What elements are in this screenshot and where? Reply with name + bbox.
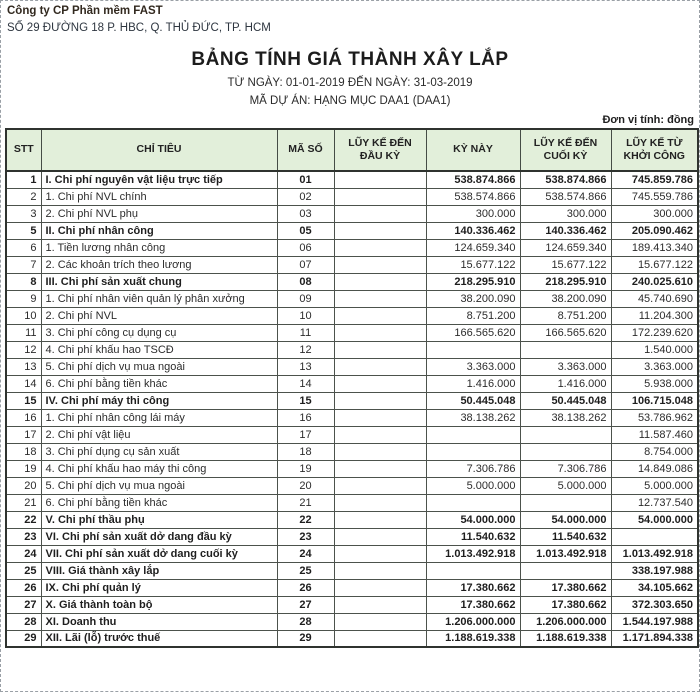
cell-period: 166.565.620 [426,324,520,341]
cell-label: 2. Chi phí NVL phụ [41,205,277,222]
table-row [6,630,698,647]
cell-since-start: 205.090.462 [611,222,698,239]
cell-since-start: 14.849.086 [611,460,698,477]
report-project-code: MÃ DỰ ÁN: HẠNG MỤC DAA1 (DAA1) [249,95,451,107]
table-row [6,392,698,409]
cell-opening [334,324,426,341]
cell-period: 1.188.619.338 [426,630,520,647]
cell-code: 29 [277,630,334,647]
cell-opening [334,426,426,443]
cell-label: 2. Các khoản trích theo lương [41,256,277,273]
cell-stt: 18 [6,443,41,460]
cell-code: 28 [277,613,334,630]
cell-code: 08 [277,273,334,290]
table-row [6,324,698,341]
cell-stt: 19 [6,460,41,477]
cell-closing: 17.380.662 [520,579,611,596]
cell-opening [334,409,426,426]
column-header-chi-tieu: CHỈ TIÊU [41,129,277,171]
cell-code: 17 [277,426,334,443]
table-row [6,494,698,511]
cell-stt: 11 [6,324,41,341]
cell-code: 03 [277,205,334,222]
cell-label: 3. Chi phí công cụ dụng cụ [41,324,277,341]
cell-stt: 23 [6,528,41,545]
cell-closing: 1.188.619.338 [520,630,611,647]
cell-period [426,426,520,443]
cell-closing: 38.200.090 [520,290,611,307]
cell-stt: 27 [6,596,41,613]
cell-since-start: 11.204.300 [611,307,698,324]
cell-closing: 1.416.000 [520,375,611,392]
cell-closing: 124.659.340 [520,239,611,256]
cell-code: 19 [277,460,334,477]
cell-closing: 300.000 [520,205,611,222]
cell-closing: 8.751.200 [520,307,611,324]
cell-stt: 17 [6,426,41,443]
table-row [6,460,698,477]
cell-label: 1. Chi phí NVL chính [41,188,277,205]
cell-period: 17.380.662 [426,596,520,613]
cell-since-start: 338.197.988 [611,562,698,579]
cell-closing [520,341,611,358]
cell-label: 2. Chi phí NVL [41,307,277,324]
cell-period: 1.416.000 [426,375,520,392]
cell-since-start: 8.754.000 [611,443,698,460]
cell-since-start: 240.025.610 [611,273,698,290]
cell-stt: 24 [6,545,41,562]
cell-label: 2. Chi phí vật liệu [41,426,277,443]
cell-period: 15.677.122 [426,256,520,273]
cell-period: 300.000 [426,205,520,222]
company-address: SỐ 29 ĐƯỜNG 18 P. HBC, Q. THỦ ĐỨC, TP. HCM [7,22,271,34]
cell-code: 12 [277,341,334,358]
table-row [6,256,698,273]
cell-label: VIII. Giá thành xây lắp [41,562,277,579]
cell-code: 20 [277,477,334,494]
cell-closing: 218.295.910 [520,273,611,290]
table-row [6,477,698,494]
cell-opening [334,613,426,630]
cell-period: 38.138.262 [426,409,520,426]
cell-opening [334,205,426,222]
cell-opening [334,341,426,358]
column-header-stt: STT [6,129,41,171]
cell-opening [334,239,426,256]
cell-opening [334,579,426,596]
cell-stt: 26 [6,579,41,596]
cell-stt: 2 [6,188,41,205]
cost-table [5,128,699,648]
cell-since-start: 300.000 [611,205,698,222]
cell-code: 02 [277,188,334,205]
cell-opening [334,460,426,477]
cell-opening [334,375,426,392]
cell-period: 538.574.866 [426,188,520,205]
cell-since-start: 54.000.000 [611,511,698,528]
cell-closing: 538.574.866 [520,188,611,205]
cell-since-start: 745.859.786 [611,171,698,188]
table-row [6,375,698,392]
table-row [6,290,698,307]
table-row [6,409,698,426]
cell-code: 06 [277,239,334,256]
cell-code: 27 [277,596,334,613]
cell-period: 17.380.662 [426,579,520,596]
cell-period: 54.000.000 [426,511,520,528]
cell-closing: 50.445.048 [520,392,611,409]
cell-stt: 15 [6,392,41,409]
cell-opening [334,307,426,324]
cell-since-start: 12.737.540 [611,494,698,511]
cell-period [426,494,520,511]
table-row [6,579,698,596]
cell-since-start: 45.740.690 [611,290,698,307]
cell-opening [334,562,426,579]
cell-stt: 16 [6,409,41,426]
cell-closing [520,426,611,443]
cell-code: 07 [277,256,334,273]
cell-stt: 12 [6,341,41,358]
cell-closing: 5.000.000 [520,477,611,494]
cell-closing: 7.306.786 [520,460,611,477]
table-row [6,205,698,222]
cell-opening [334,596,426,613]
cell-code: 10 [277,307,334,324]
cell-period: 1.013.492.918 [426,545,520,562]
table-row [6,443,698,460]
table-row [6,511,698,528]
cell-label: 1. Chi phí nhân công lái máy [41,409,277,426]
cell-period: 3.363.000 [426,358,520,375]
report-date-range: TỪ NGÀY: 01-01-2019 ĐẾN NGÀY: 31-03-2019 [227,77,473,89]
cell-stt: 3 [6,205,41,222]
table-row [6,596,698,613]
cell-code: 26 [277,579,334,596]
column-header-ma-so: MÃ SỐ [277,129,334,171]
cell-code: 01 [277,171,334,188]
cell-since-start: 15.677.122 [611,256,698,273]
cell-label: 4. Chi phí khấu hao TSCĐ [41,341,277,358]
cell-label: XII. Lãi (lỗ) trước thuế [41,630,277,647]
unit-note: Đơn vị tính: đồng [602,114,694,126]
cell-label: X. Giá thành toàn bộ [41,596,277,613]
cell-since-start: 11.587.460 [611,426,698,443]
cell-opening [334,358,426,375]
cell-opening [334,443,426,460]
cell-period: 140.336.462 [426,222,520,239]
cell-stt: 10 [6,307,41,324]
cell-label: 6. Chi phí bằng tiền khác [41,494,277,511]
cell-stt: 21 [6,494,41,511]
cell-label: 4. Chi phí khấu hao máy thi công [41,460,277,477]
cell-since-start: 106.715.048 [611,392,698,409]
cell-opening [334,222,426,239]
table-row [6,358,698,375]
table-row [6,188,698,205]
cell-since-start: 189.413.340 [611,239,698,256]
cell-opening [334,392,426,409]
table-row [6,545,698,562]
cell-period [426,341,520,358]
cell-since-start: 1.540.000 [611,341,698,358]
cell-period: 538.874.866 [426,171,520,188]
cell-closing: 38.138.262 [520,409,611,426]
table-row [6,273,698,290]
cell-period: 7.306.786 [426,460,520,477]
cell-closing: 166.565.620 [520,324,611,341]
table-row [6,239,698,256]
cell-since-start: 172.239.620 [611,324,698,341]
cell-stt: 6 [6,239,41,256]
cell-code: 14 [277,375,334,392]
cell-label: 6. Chi phí bằng tiền khác [41,375,277,392]
cell-since-start: 5.000.000 [611,477,698,494]
column-header-luy-ke-cuoi-ky: LŨY KẾ ĐẾN CUỐI KỲ [520,129,611,171]
report-header [1,1,699,34]
cell-period: 38.200.090 [426,290,520,307]
cell-opening [334,494,426,511]
cell-label: V. Chi phí thầu phụ [41,511,277,528]
cell-stt: 8 [6,273,41,290]
cell-stt: 14 [6,375,41,392]
cell-opening [334,630,426,647]
cell-closing: 17.380.662 [520,596,611,613]
cell-label: 1. Chi phí nhân viên quản lý phân xưởng [41,290,277,307]
cell-stt: 5 [6,222,41,239]
cell-opening [334,273,426,290]
cell-label: 3. Chi phí dụng cụ sản xuất [41,443,277,460]
cell-label: IV. Chi phí máy thi công [41,392,277,409]
table-row [6,426,698,443]
table-row [6,307,698,324]
cell-label: 5. Chi phí dịch vụ mua ngoài [41,358,277,375]
cost-table-header [6,129,698,171]
cell-closing: 1.013.492.918 [520,545,611,562]
cell-since-start: 745.559.786 [611,188,698,205]
cell-closing: 15.677.122 [520,256,611,273]
cell-code: 24 [277,545,334,562]
cell-closing [520,494,611,511]
cell-code: 05 [277,222,334,239]
cell-closing: 140.336.462 [520,222,611,239]
cell-closing [520,443,611,460]
column-header-ky-nay: KỲ NÀY [426,129,520,171]
table-row [6,341,698,358]
cell-label: II. Chi phí nhân công [41,222,277,239]
cell-period: 5.000.000 [426,477,520,494]
table-row [6,222,698,239]
cell-code: 11 [277,324,334,341]
cell-since-start: 1.013.492.918 [611,545,698,562]
cell-stt: 25 [6,562,41,579]
table-row [6,613,698,630]
cost-table-body [6,171,698,647]
cell-code: 22 [277,511,334,528]
column-header-luy-ke-khoi-cong: LŨY KẾ TỪ KHỞI CÔNG [611,129,698,171]
cell-code: 16 [277,409,334,426]
cell-period: 1.206.000.000 [426,613,520,630]
cell-label: IX. Chi phí quản lý [41,579,277,596]
cell-period [426,562,520,579]
cell-code: 09 [277,290,334,307]
cell-since-start: 5.938.000 [611,375,698,392]
cell-period: 8.751.200 [426,307,520,324]
company-name: Công ty CP Phần mềm FAST [7,5,163,17]
cell-closing: 54.000.000 [520,511,611,528]
cell-label: VII. Chi phí sản xuất dở dang cuối kỳ [41,545,277,562]
cell-code: 23 [277,528,334,545]
cell-opening [334,477,426,494]
cell-label: XI. Doanh thu [41,613,277,630]
cell-code: 25 [277,562,334,579]
cell-period: 11.540.632 [426,528,520,545]
report-title: BẢNG TÍNH GIÁ THÀNH XÂY LẮP [191,49,509,70]
cell-stt: 29 [6,630,41,647]
cell-closing: 1.206.000.000 [520,613,611,630]
cell-stt: 7 [6,256,41,273]
cell-since-start: 34.105.662 [611,579,698,596]
cell-label: I. Chi phí nguyên vật liệu trực tiếp [41,171,277,188]
cell-since-start: 3.363.000 [611,358,698,375]
cell-opening [334,528,426,545]
cell-closing: 3.363.000 [520,358,611,375]
cell-period: 218.295.910 [426,273,520,290]
cell-since-start: 1.544.197.988 [611,613,698,630]
cell-since-start: 372.303.650 [611,596,698,613]
cell-since-start [611,528,698,545]
cell-code: 21 [277,494,334,511]
cell-stt: 22 [6,511,41,528]
cell-period: 50.445.048 [426,392,520,409]
table-row [6,562,698,579]
cell-stt: 13 [6,358,41,375]
cell-stt: 9 [6,290,41,307]
table-row [6,528,698,545]
cell-code: 18 [277,443,334,460]
cell-since-start: 1.171.894.338 [611,630,698,647]
cell-since-start: 53.786.962 [611,409,698,426]
cell-opening [334,290,426,307]
cell-stt: 1 [6,171,41,188]
cell-opening [334,545,426,562]
cell-label: VI. Chi phí sản xuất dở dang đầu kỳ [41,528,277,545]
cell-period [426,443,520,460]
cell-closing: 538.874.866 [520,171,611,188]
cell-stt: 28 [6,613,41,630]
cell-code: 13 [277,358,334,375]
cell-period: 124.659.340 [426,239,520,256]
cell-opening [334,256,426,273]
table-row [6,171,698,188]
column-header-luy-ke-dau-ky: LŨY KẾ ĐẾN ĐẦU KỲ [334,129,426,171]
cell-opening [334,171,426,188]
cell-label: III. Chi phí sản xuất chung [41,273,277,290]
cell-stt: 20 [6,477,41,494]
cell-label: 1. Tiền lương nhân công [41,239,277,256]
cell-opening [334,511,426,528]
cell-closing [520,562,611,579]
cell-label: 5. Chi phí dịch vụ mua ngoài [41,477,277,494]
cell-closing: 11.540.632 [520,528,611,545]
cell-code: 15 [277,392,334,409]
cell-opening [334,188,426,205]
